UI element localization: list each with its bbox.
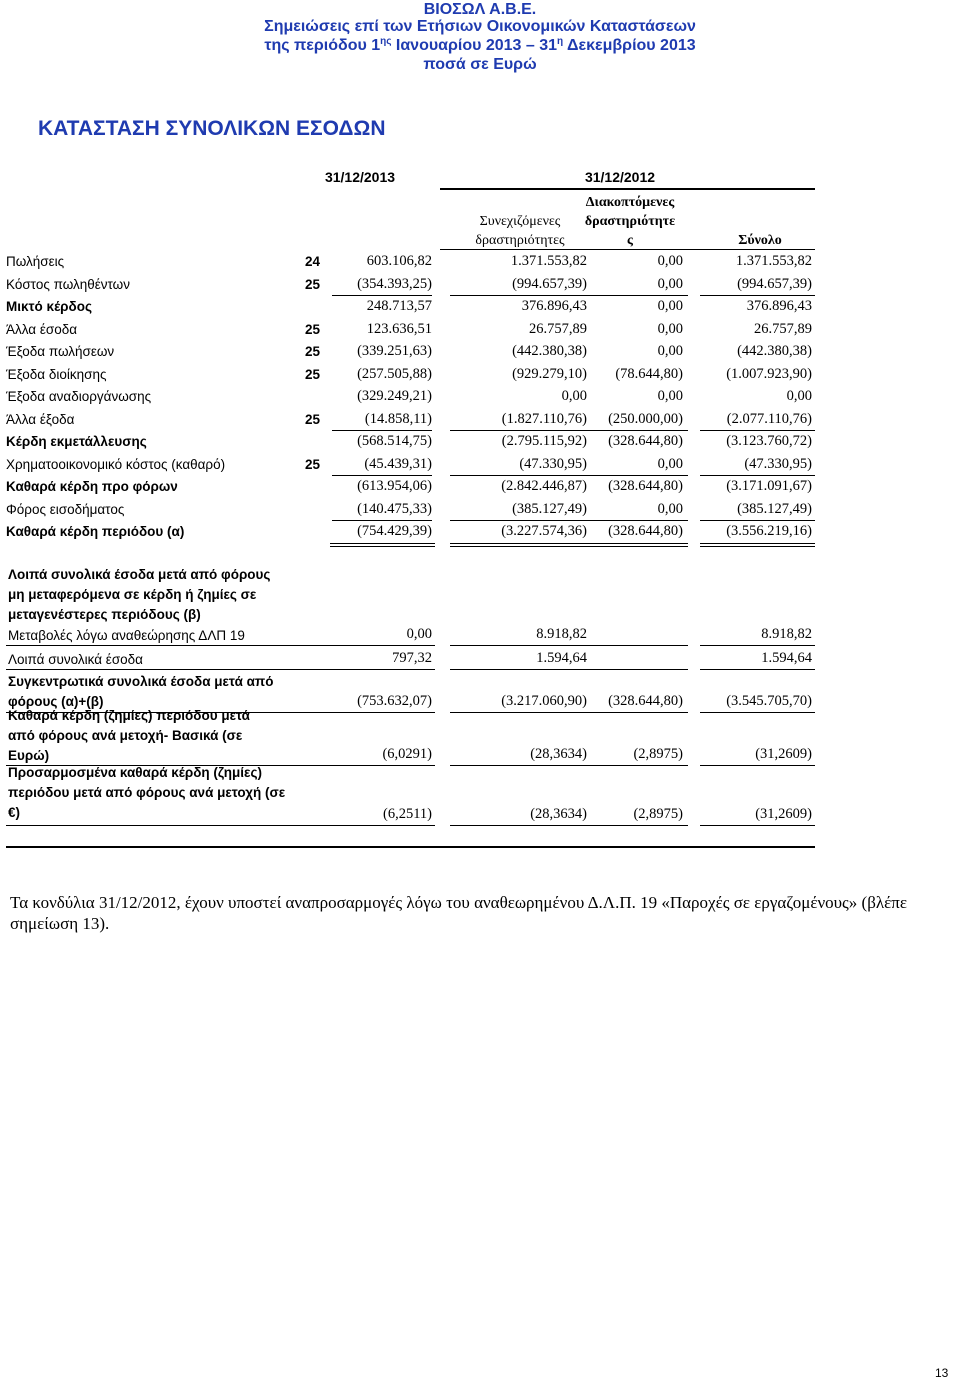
amount-total-2012: (31,2609) (755, 806, 812, 822)
rule-net-profit (700, 520, 815, 521)
amount-continuing-2012: (929.279,10) (512, 366, 587, 382)
period-superscript-1: ης (380, 36, 392, 47)
reporting-period (0, 36, 960, 56)
oci-row-underline (595, 825, 688, 826)
amount-2013: (329.249,21) (357, 388, 432, 404)
amount-discontinued-2012: 0,00 (657, 276, 683, 292)
note-ref: 25 (305, 412, 321, 427)
oci-row-label: Μεταβολές λόγω αναθεώρησης ΔΛΠ 19 (8, 628, 245, 643)
amount-discontinued-2012: (328.644,80) (608, 693, 683, 709)
rule-net-profit (595, 520, 688, 521)
oci-row-underline (6, 669, 331, 670)
amount-total-2012: 376.896,43 (746, 298, 812, 314)
amount-continuing-2012: (385.127,49) (512, 501, 587, 517)
rule-net-double-2 (330, 546, 435, 547)
note-ref: 25 (305, 277, 321, 292)
amount-2013: (45.439,31) (364, 456, 432, 472)
amount-2013: (6,0291) (382, 746, 432, 762)
amount-discontinued-2012: 0,00 (657, 321, 683, 337)
footnote: Τα κονδύλια 31/12/2012, έχουν υποστεί αναπροσαρμογές λόγω του αναθεωρημένου Δ.Λ.Π. 19 «Παροχές σε εργαζομένους» (βλέπε σημείωση 13). (10, 893, 907, 933)
rule-pretax-profit (332, 475, 432, 476)
row-label: Έξοδα διοίκησης (6, 367, 107, 382)
rule-gross-profit (450, 295, 595, 296)
amount-discontinued-2012: (2,8975) (633, 746, 683, 762)
oci-row-underline (450, 645, 595, 646)
oci-row-label: €) (8, 805, 21, 820)
note-ref: 24 (305, 254, 321, 269)
amount-total-2012: (3.545.705,70) (726, 693, 812, 709)
row-label: Έξοδα πωλήσεων (6, 344, 115, 359)
rule-net-double-2 (450, 546, 595, 547)
amount-total-2012: 1.594,64 (761, 650, 812, 666)
amount-continuing-2012: (28,3634) (530, 806, 587, 822)
amount-2013: (140.475,33) (357, 501, 432, 517)
oci-row-underline (450, 765, 595, 766)
period-text-a: της περιόδου 1 (264, 37, 381, 54)
amount-discontinued-2012: (328.644,80) (608, 478, 683, 494)
amount-total-2012: 1.371.553,82 (735, 253, 812, 269)
amount-total-2012: (994.657,39) (737, 276, 812, 292)
oci-row-underline (700, 645, 815, 646)
amount-continuing-2012: (3.217.060,90) (501, 693, 587, 709)
amount-2013: (6,2511) (383, 806, 432, 822)
oci-row-label: περιόδου μετά από φόρους ανά μετοχή (σε (8, 785, 286, 800)
oci-row-label: φόρους (α)+(β) (8, 694, 104, 709)
amount-continuing-2012: (2.795.115,92) (501, 433, 587, 449)
amount-2013: (613.954,06) (357, 478, 432, 494)
rule-pretax-profit (450, 475, 595, 476)
header-underline (440, 249, 815, 250)
rule-net-double-1 (330, 543, 435, 544)
rule-gross-profit (595, 295, 688, 296)
rule-net-double-1 (450, 543, 595, 544)
amount-2013: 603.106,82 (366, 253, 432, 269)
amount-continuing-2012: (442.380,38) (512, 343, 587, 359)
amount-total-2012: (2.077.110,76) (726, 411, 812, 427)
amount-2013: (754.429,39) (357, 523, 432, 539)
amount-continuing-2012: 8.918,82 (536, 626, 587, 642)
oci-row-underline (450, 825, 595, 826)
rule-operating-profit (450, 430, 595, 431)
rule-net-double-1 (595, 543, 688, 544)
amount-total-2012: 26.757,89 (754, 321, 812, 337)
amount-discontinued-2012: 0,00 (657, 298, 683, 314)
row-label: Καθαρά κέρδη προ φόρων (6, 479, 178, 494)
document-subtitle: Σημειώσεις επί των Ετήσιων Οικονομικών Καταστάσεων (264, 18, 696, 35)
amount-total-2012: (47.330,95) (744, 456, 812, 472)
discontinued-header-line1: Διακοπτόμενες (585, 195, 675, 210)
oci-row-underline (6, 645, 331, 646)
oci-row-underline (700, 765, 815, 766)
oci-row-underline (330, 765, 435, 766)
amount-total-2012: (442.380,38) (737, 343, 812, 359)
amount-continuing-2012: (28,3634) (530, 746, 587, 762)
oci-bottom-rule (6, 846, 815, 848)
oci-heading-line: Λοιπά συνολικά έσοδα μετά από φόρους (8, 567, 271, 582)
row-label: Κέρδη εκμετάλλευσης (6, 434, 147, 449)
oci-row-label: Καθαρά κέρδη (ζημίες) περιόδου μετά (8, 708, 250, 723)
amount-total-2012: (3.556.219,16) (726, 523, 812, 539)
discontinued-header-line2: δραστηριότητε (584, 214, 676, 229)
oci-row-underline (700, 825, 815, 826)
rule-net-double-2 (595, 546, 688, 547)
amount-total-2012: (3.123.760,72) (726, 433, 812, 449)
rule-net-double-2 (700, 546, 815, 547)
amount-discontinued-2012: 0,00 (657, 343, 683, 359)
oci-row-underline (595, 765, 688, 766)
oci-row-underline (330, 645, 435, 646)
oci-row-label: από φόρους ανά μετοχή- Βασικά (σε (8, 728, 243, 743)
oci-row-underline (700, 669, 815, 670)
page-number: 13 (935, 1366, 949, 1380)
row-label: Άλλα έξοδα (6, 412, 75, 427)
row-label: Φόρος εισοδήματος (6, 502, 125, 517)
amount-2013: 797,32 (392, 650, 432, 666)
amount-2013: 248.713,57 (366, 298, 432, 314)
row-label: Μικτό κέρδος (6, 299, 92, 314)
oci-row-underline (6, 825, 331, 826)
note-ref: 25 (305, 322, 321, 337)
rule-operating-profit (332, 430, 432, 431)
amount-continuing-2012: (47.330,95) (519, 456, 587, 472)
amount-continuing-2012: 0,00 (561, 388, 587, 404)
amount-total-2012: (1.007.923,90) (726, 366, 812, 382)
amount-continuing-2012: 1.594,64 (536, 650, 587, 666)
amount-discontinued-2012: 0,00 (657, 388, 683, 404)
period-2013-header: 31/12/2013 (324, 169, 396, 185)
amount-2013: (568.514,75) (357, 433, 432, 449)
row-label: Έξοδα αναδιοργάνωσης (6, 389, 152, 404)
section-title: ΚΑΤΑΣΤΑΣΗ ΣΥΝΟΛΙΚΩΝ ΕΣΟΔΩΝ (38, 117, 386, 140)
oci-row-underline (595, 645, 688, 646)
row-label: Καθαρά κέρδη περιόδου (α) (6, 524, 185, 539)
amount-2013: (14.858,11) (364, 411, 432, 427)
amount-discontinued-2012: 0,00 (657, 456, 683, 472)
oci-row-underline (595, 669, 688, 670)
amount-total-2012: 0,00 (786, 388, 812, 404)
note-ref: 25 (305, 344, 321, 359)
period-2012-underline (440, 188, 815, 190)
rule-operating-profit (595, 430, 688, 431)
oci-row-label: Συγκεντρωτικά συνολικά έσοδα μετά από (8, 674, 274, 689)
oci-heading-line: μεταγενέστερες περιόδους (β) (8, 607, 201, 622)
amount-2013: 0,00 (406, 626, 432, 642)
row-label: Άλλα έσοδα (6, 322, 78, 337)
amount-discontinued-2012: (2,8975) (633, 806, 683, 822)
note-ref: 25 (305, 457, 321, 472)
rule-operating-profit (700, 430, 815, 431)
period-text-b: Ιανουαρίου 2013 – 31 (391, 37, 558, 54)
amount-discontinued-2012: (250.000,00) (608, 411, 683, 427)
rule-gross-profit (332, 295, 432, 296)
company-name: ΒΙΟΣΩΛ Α.Β.Ε. (423, 1, 537, 18)
currency-note: ποσά σε Ευρώ (423, 56, 537, 73)
amount-total-2012: 8.918,82 (761, 626, 812, 642)
amount-2013: (257.505,88) (357, 366, 432, 382)
row-label: Πωλήσεις (6, 254, 65, 269)
amount-discontinued-2012: (78.644,80) (615, 366, 683, 382)
period-superscript-2: η (557, 36, 564, 47)
amount-2013: (339.251,63) (357, 343, 432, 359)
period-text-c: Δεκεμβρίου 2013 (563, 37, 696, 54)
amount-discontinued-2012: 0,00 (657, 253, 683, 269)
amount-2013: (354.393,25) (357, 276, 432, 292)
amount-total-2012: (31,2609) (755, 746, 812, 762)
oci-row-underline (330, 825, 435, 826)
rule-net-double-1 (700, 543, 815, 544)
rule-pretax-profit (700, 475, 815, 476)
oci-row-underline (450, 669, 595, 670)
amount-total-2012: (3.171.091,67) (726, 478, 812, 494)
row-label: Χρηματοοικονομικό κόστος (καθαρό) (6, 457, 226, 472)
amount-continuing-2012: (994.657,39) (512, 276, 587, 292)
oci-row-underline (330, 669, 435, 670)
oci-row-underline (450, 712, 595, 713)
amount-continuing-2012: 376.896,43 (521, 298, 587, 314)
oci-row-label: Ευρώ) (8, 748, 50, 763)
row-label: Κόστος πωληθέντων (6, 277, 130, 292)
oci-row-underline (700, 712, 815, 713)
amount-total-2012: (385.127,49) (737, 501, 812, 517)
amount-continuing-2012: (2.842.446,87) (501, 478, 587, 494)
amount-2013: (753.632,07) (357, 693, 432, 709)
oci-row-label: Λοιπά συνολικά έσοδα (8, 652, 143, 667)
amount-discontinued-2012: (328.644,80) (608, 433, 683, 449)
amount-continuing-2012: (1.827.110,76) (501, 411, 587, 427)
oci-row-underline (330, 712, 435, 713)
rule-net-profit (332, 520, 432, 521)
rule-gross-profit (700, 295, 815, 296)
amount-discontinued-2012: 0,00 (657, 501, 683, 517)
continuing-header-line2: δραστηριότητες (475, 233, 565, 248)
discontinued-header-line3: ς (627, 233, 633, 248)
amount-continuing-2012: 26.757,89 (529, 321, 587, 337)
period-2012-header: 31/12/2012 (584, 169, 656, 185)
total-header: Σύνολο (738, 233, 782, 248)
amount-continuing-2012: (3.227.574,36) (501, 523, 587, 539)
note-ref: 25 (305, 367, 321, 382)
oci-heading-line: μη μεταφερόμενα σε κέρδη ή ζημίες σε (8, 587, 257, 602)
continuing-header-line1: Συνεχιζόμενες (479, 214, 561, 229)
rule-net-profit (450, 520, 595, 521)
amount-continuing-2012: 1.371.553,82 (510, 253, 587, 269)
amount-discontinued-2012: (328.644,80) (608, 523, 683, 539)
amount-2013: 123.636,51 (366, 321, 432, 337)
rule-pretax-profit (595, 475, 688, 476)
oci-row-underline (595, 712, 688, 713)
oci-row-label: Προσαρμοσμένα καθαρά κέρδη (ζημίες) (8, 765, 262, 780)
